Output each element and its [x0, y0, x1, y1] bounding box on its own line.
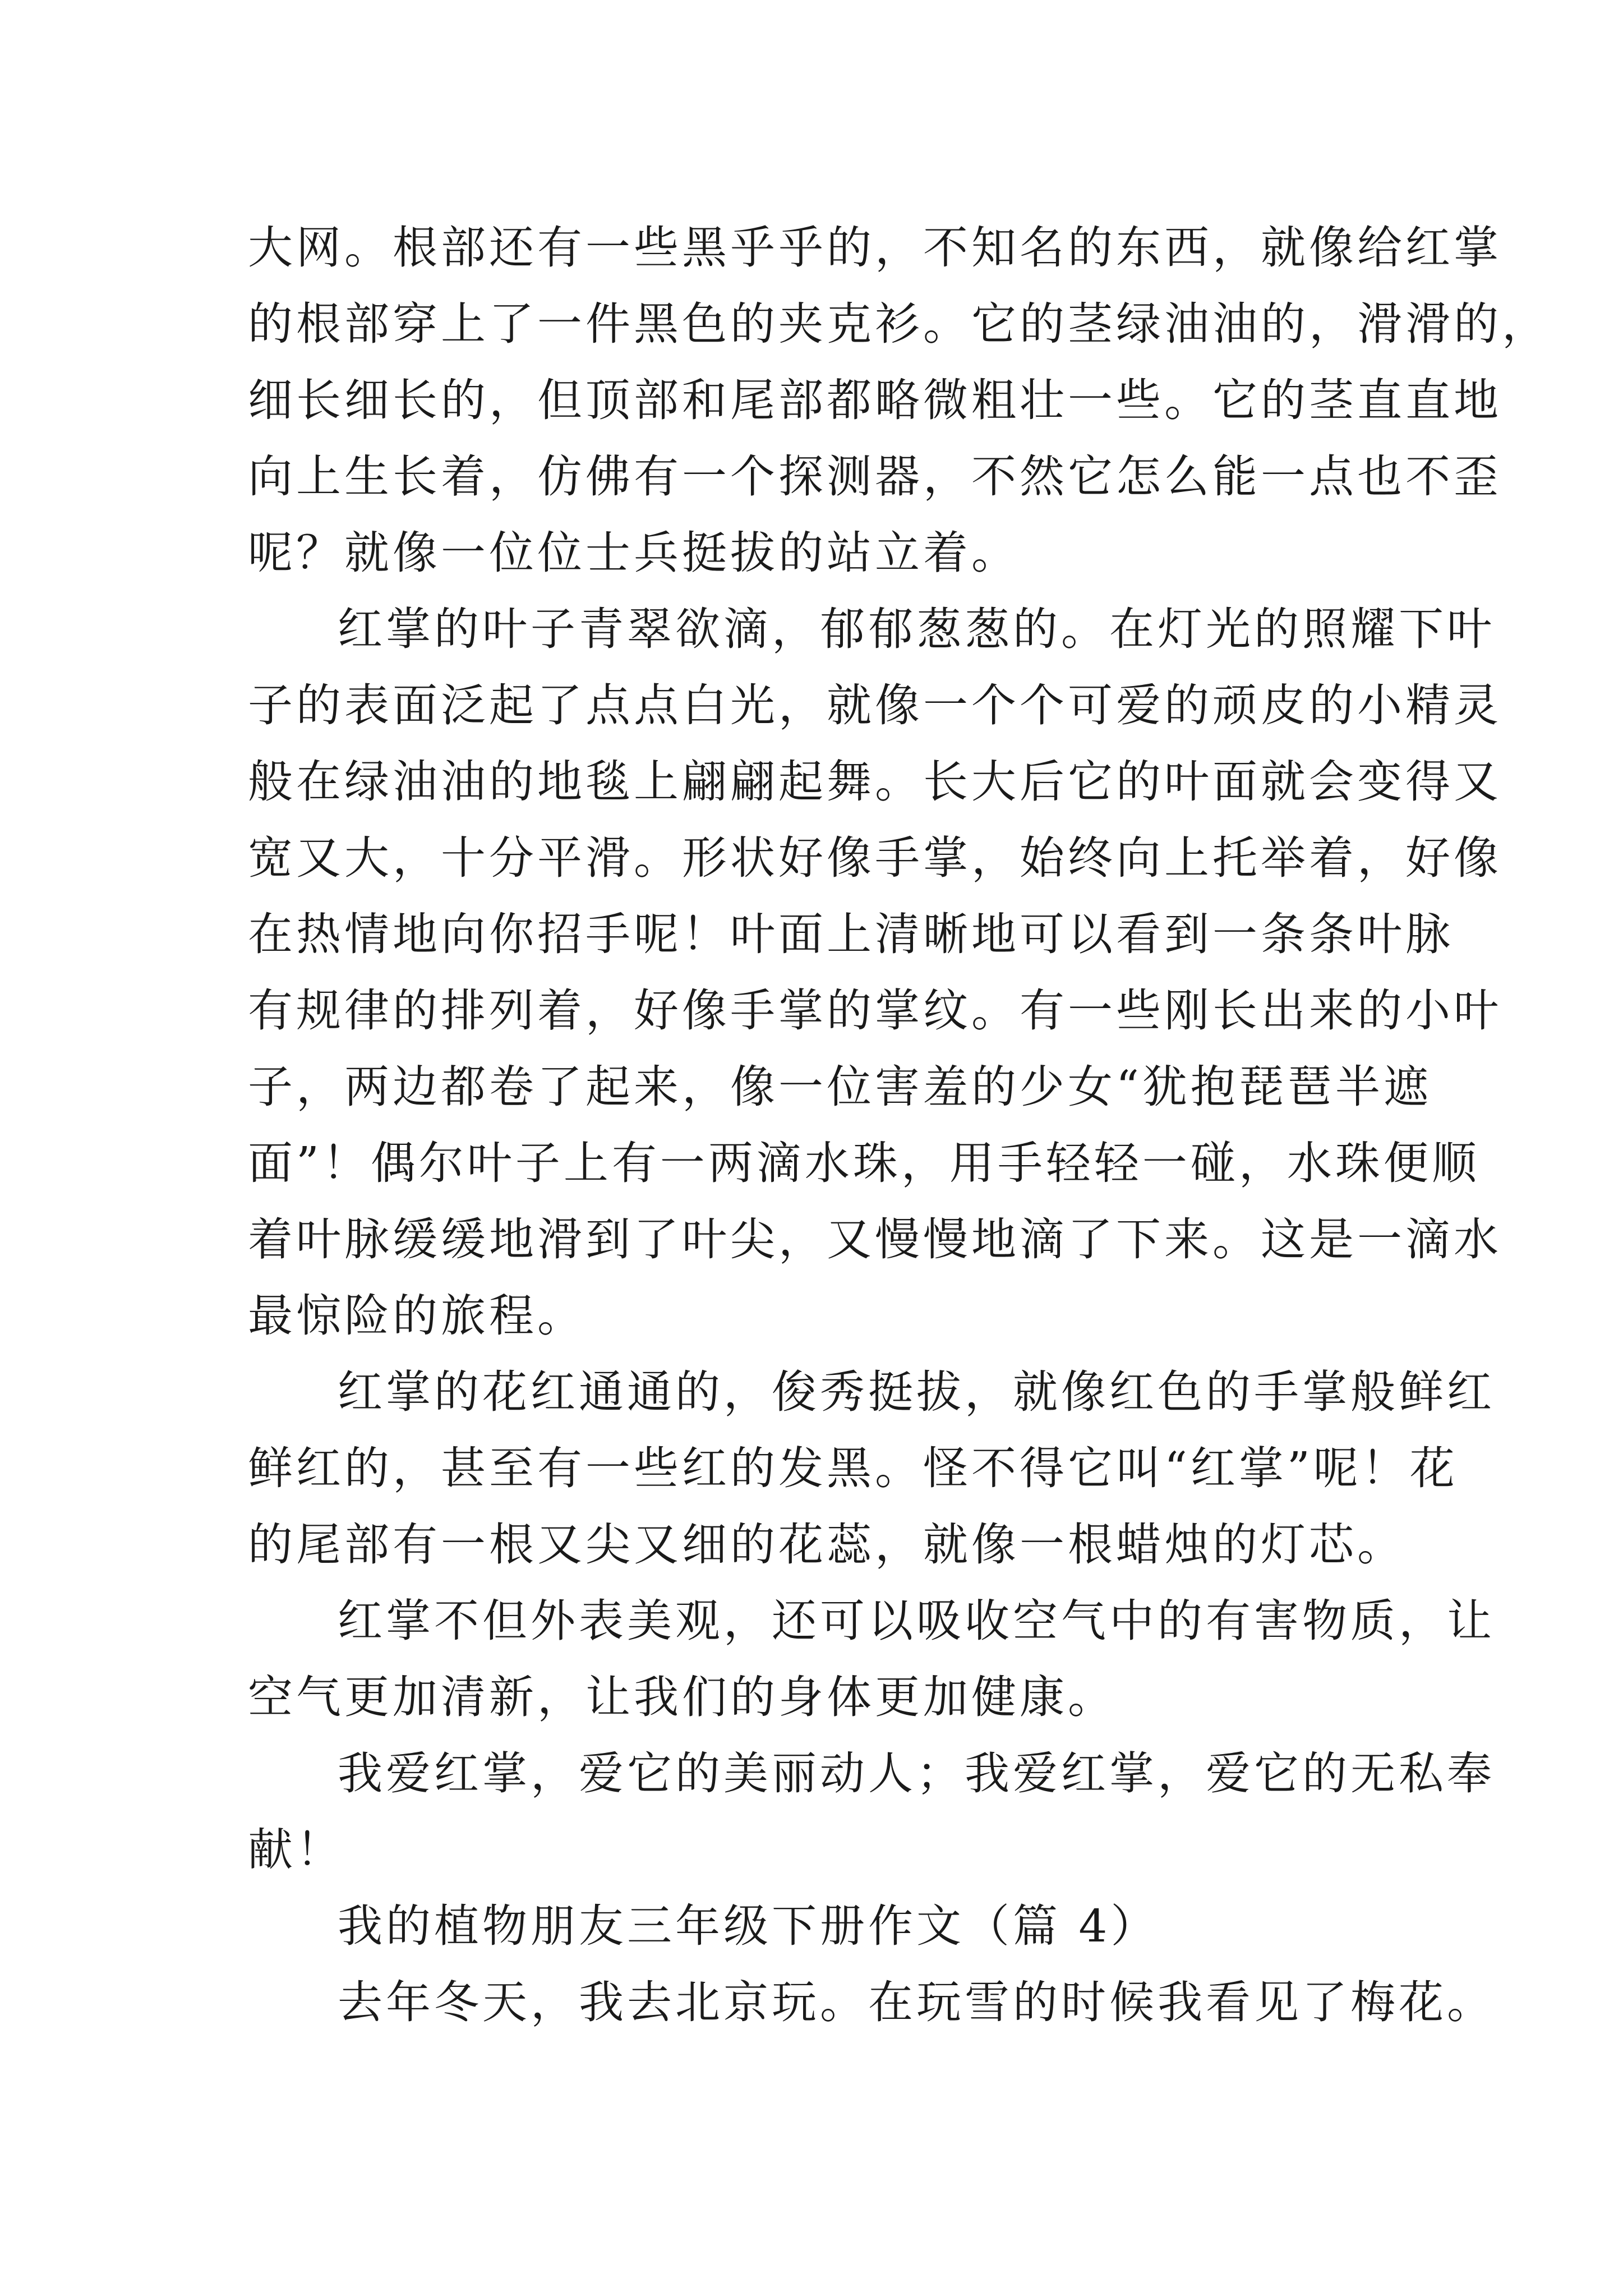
paragraph-line: 子的表面泛起了点点白光，就像一个个可爱的顽皮的小精灵: [248, 679, 1502, 731]
paragraph-line: 的尾部有一根又尖又细的花蕊，就像一根蜡烛的灯芯。: [248, 1519, 1405, 1571]
paragraph-line: 献！: [248, 1824, 344, 1876]
paragraph-line: 子，两边都卷了起来，像一位害羞的少女“犹抱琵琶半遮: [248, 1061, 1432, 1113]
paragraph-line: 向上生长着，仿佛有一个探测器，不然它怎么能一点也不歪: [248, 450, 1502, 503]
paragraph-line: 红掌不但外表美观，还可以吸收空气中的有害物质，让: [338, 1595, 1495, 1647]
paragraph-line: 的根部穿上了一件黑色的夹克衫。它的茎绿油油的，滑滑的，: [248, 298, 1550, 350]
paragraph-line: 鲜红的，甚至有一些红的发黑。怪不得它叫“红掌”呢！花: [248, 1442, 1458, 1494]
paragraph-line: 面”！偶尔叶子上有一两滴水珠，用手轻轻一碰，水珠便顺: [248, 1137, 1480, 1189]
paragraph-line: 有规律的排列着，好像手掌的掌纹。有一些刚长出来的小叶: [248, 984, 1502, 1037]
paragraph-line: 细长细长的，但顶部和尾部都略微粗壮一些。它的茎直直地: [248, 374, 1502, 426]
paragraph-line: 着叶脉缓缓地滑到了叶尖，又慢慢地滴了下来。这是一滴水: [248, 1213, 1502, 1266]
paragraph-line: 红掌的花红通通的，俊秀挺拔，就像红色的手掌般鲜红: [338, 1366, 1495, 1418]
paragraph-line: 我爱红掌，爱它的美丽动人；我爱红掌，爱它的无私奉: [338, 1747, 1495, 1800]
paragraph-line: 最惊险的旅程。: [248, 1290, 585, 1342]
paragraph-line: 去年冬天，我去北京玩。在玩雪的时候我看见了梅花。: [338, 1976, 1495, 2028]
paragraph-line: 宽又大，十分平滑。形状好像手掌，始终向上托举着，好像: [248, 832, 1502, 884]
paragraph-line: 呢？就像一位位士兵挺拔的站立着。: [248, 527, 1020, 579]
paragraph-line: 大网。根部还有一些黑乎乎的，不知名的东西，就像给红掌: [248, 222, 1502, 274]
paragraph-line: 空气更加清新，让我们的身体更加健康。: [248, 1671, 1116, 1723]
paragraph-line: 红掌的叶子青翠欲滴，郁郁葱葱的。在灯光的照耀下叶: [338, 603, 1495, 655]
paragraph-line: 般在绿油油的地毯上翩翩起舞。长大后它的叶面就会变得又: [248, 756, 1502, 808]
section-heading: 我的植物朋友三年级下册作文（篇 4）: [338, 1900, 1159, 1952]
paragraph-line: 在热情地向你招手呢！叶面上清晰地可以看到一条条叶脉: [248, 908, 1454, 960]
